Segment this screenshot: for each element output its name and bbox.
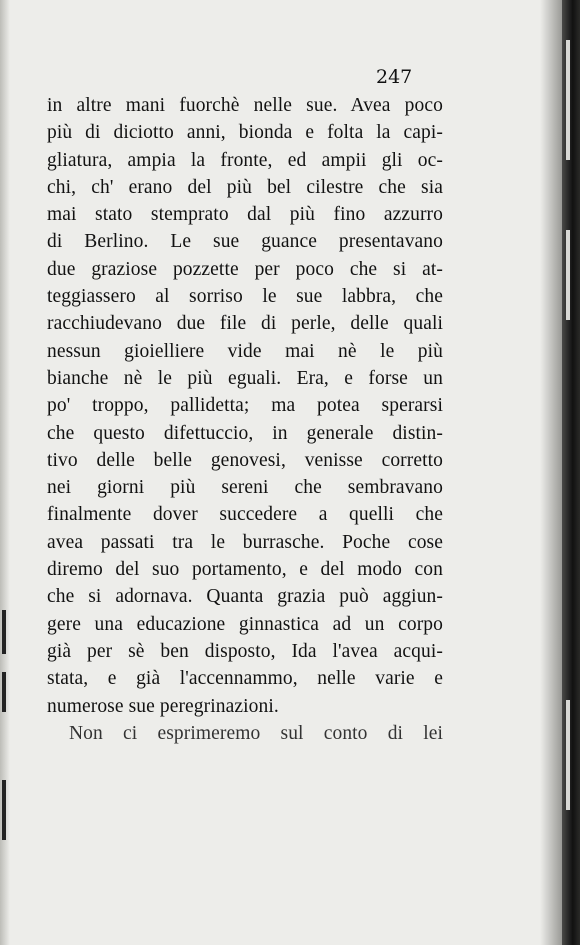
- text-line: diremo del suo portamento, e del modo con: [47, 559, 443, 581]
- text-line: teggiassero al sorriso le sue labbra, che: [47, 286, 443, 308]
- text-line: gliatura, ampia la fronte, ed ampii gli oc-: [47, 149, 443, 171]
- binding-mark: [2, 610, 6, 654]
- text-line: due graziose pozzette per poco che si at-: [47, 258, 443, 280]
- page-edge-highlight: [566, 40, 570, 160]
- text-line: nei giorni più sereni che sembravano: [47, 477, 443, 499]
- text-line: in altre mani fuorchè nelle sue. Avea poco: [47, 95, 443, 116]
- body-text: [47, 92, 443, 747]
- page-edge-highlight: [566, 700, 570, 810]
- text-line: avea passati tra le burrasche. Poche cose: [47, 531, 443, 553]
- text-line: finalmente dover succedere a quelli che: [47, 504, 443, 526]
- text-line: che questo difettuccio, in generale distin-: [47, 422, 443, 444]
- text-line: mai stato stemprato dal più fino azzurro: [47, 204, 443, 226]
- text-line: di Berlino. Le sue guance presentavano: [47, 231, 443, 253]
- text-line: che si adornava. Quanta grazia può aggiun-: [47, 586, 443, 608]
- text-line: bianche nè le più eguali. Era, e forse un: [47, 367, 443, 389]
- text-line: già per sè ben disposto, Ida l'avea acqui-: [47, 640, 443, 662]
- text-line: po' troppo, pallidetta; ma potea sperarsi: [47, 395, 443, 417]
- binding-mark: [2, 780, 6, 840]
- text-line: chi, ch' erano del più bel cilestre che sia: [47, 176, 443, 198]
- text-line: più di diciotto anni, bionda e folta la capi-: [47, 122, 443, 144]
- book-edge: [562, 0, 580, 945]
- text-line: stata, e già l'accennammo, nelle varie e: [47, 668, 443, 690]
- text-line: nessun gioielliere vide mai nè le più: [47, 340, 443, 362]
- page-number: 247: [376, 66, 413, 88]
- text-line: racchiudevano due file di perle, delle quali: [47, 313, 443, 335]
- page-right-shadow: [540, 0, 562, 945]
- binding-mark: [2, 672, 6, 712]
- page-edge-highlight: [566, 230, 570, 320]
- text-line: gere una educazione ginnastica ad un corpo: [47, 613, 443, 635]
- text-line: tivo delle belle genovesi, venisse corretto: [47, 449, 443, 471]
- text-line: numerose sue peregrinazioni.: [47, 695, 279, 717]
- text-line: Non ci esprimeremo sul conto di lei: [69, 722, 443, 744]
